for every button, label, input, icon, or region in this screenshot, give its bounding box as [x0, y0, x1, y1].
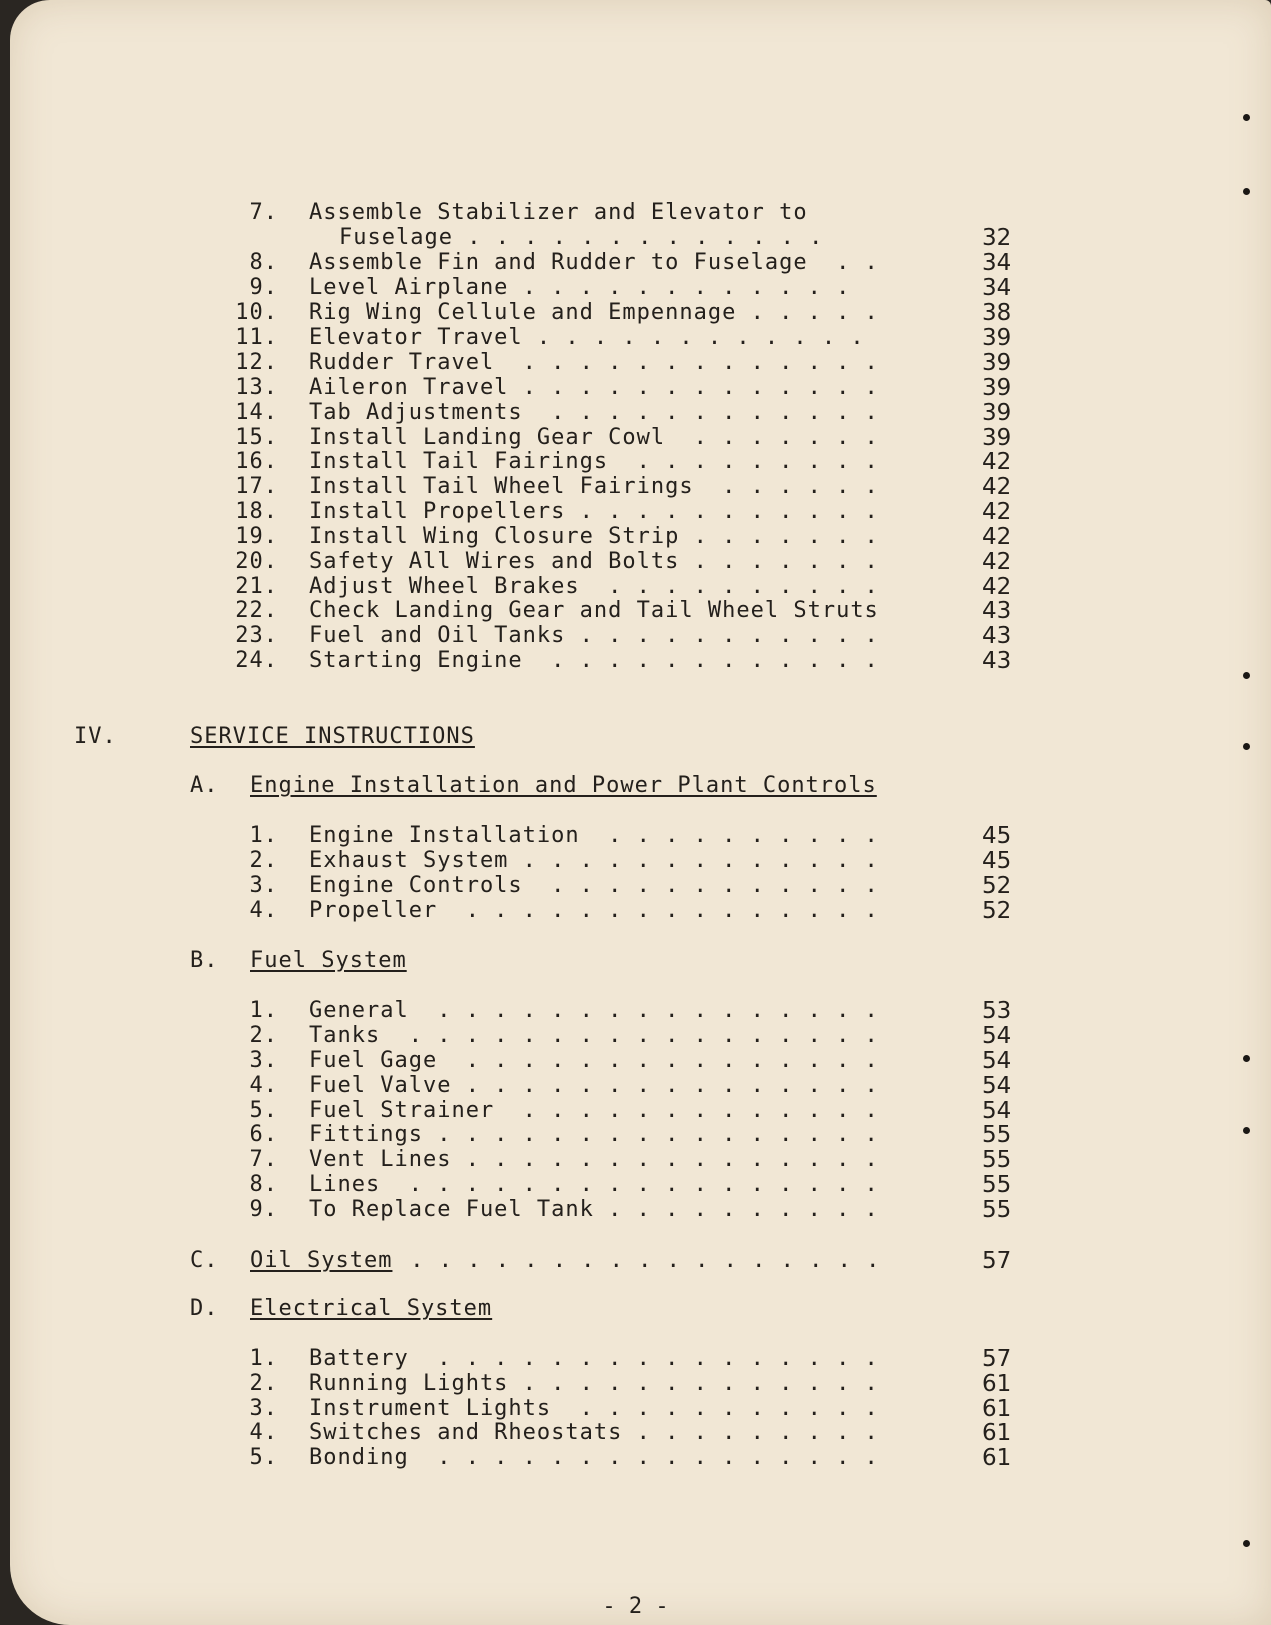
- toc-item-number: 19.: [235, 524, 278, 549]
- toc-item-page: 57: [982, 1248, 1012, 1274]
- toc-item-page: 39: [982, 400, 1012, 426]
- toc-item-title: Tanks . . . . . . . . . . . . . . . . .: [309, 1023, 879, 1048]
- subsection-title: Oil System: [250, 1248, 393, 1273]
- toc-item-number: 11.: [235, 325, 278, 350]
- toc-item-title: Starting Engine . . . . . . . . . . . .: [309, 648, 879, 673]
- toc-item-page: 42: [982, 449, 1012, 475]
- toc-item-title: Exhaust System . . . . . . . . . . . . .: [309, 848, 879, 873]
- toc-item-page: 42: [982, 499, 1012, 525]
- leader-dots: . . . . . . . . . . . . . . . . .: [396, 1248, 881, 1273]
- toc-item-title: General . . . . . . . . . . . . . . . .: [309, 998, 879, 1023]
- toc-item-page: 61: [982, 1445, 1012, 1471]
- toc-item-page: 52: [982, 873, 1012, 899]
- toc-item-title: Aileron Travel . . . . . . . . . . . . .: [309, 375, 879, 400]
- toc-item-number: 20.: [235, 549, 278, 574]
- toc-item-title: Bonding . . . . . . . . . . . . . . . .: [309, 1445, 879, 1470]
- subsection-title: Engine Installation and Power Plant Controls: [250, 773, 877, 798]
- toc-item-page: 53: [982, 998, 1012, 1024]
- toc-item-title: Elevator Travel . . . . . . . . . . . .: [309, 325, 865, 350]
- toc-item-page: 55: [982, 1172, 1012, 1198]
- section-number: IV.: [74, 724, 117, 749]
- toc-item-number: 1.: [249, 1346, 278, 1371]
- toc-item-number: 5.: [249, 1445, 278, 1470]
- toc-item-number: 3.: [249, 873, 278, 898]
- toc-item-page: 43: [982, 598, 1012, 624]
- toc-item-number: 1.: [249, 823, 278, 848]
- toc-item-title: Fuel Gage . . . . . . . . . . . . . . .: [309, 1048, 879, 1073]
- toc-item-number: 24.: [235, 648, 278, 673]
- toc-item-title: Engine Controls . . . . . . . . . . . .: [309, 873, 879, 898]
- toc-item-title: To Replace Fuel Tank . . . . . . . . . .: [309, 1197, 879, 1222]
- toc-item-number: 8.: [249, 250, 278, 275]
- toc-item-page: 34: [982, 250, 1012, 276]
- toc-item-page: 54: [982, 1048, 1012, 1074]
- toc-item-number: 13.: [235, 375, 278, 400]
- toc-item-number: 3.: [249, 1048, 278, 1073]
- toc-item-number: 6.: [249, 1122, 278, 1147]
- subsection-letter: A.: [190, 773, 219, 798]
- toc-item-page: 43: [982, 623, 1012, 649]
- subsection-letter: D.: [190, 1296, 219, 1321]
- toc-item-title: Assemble Fin and Rudder to Fuselage . .: [309, 250, 879, 275]
- binder-hole-mark: [1243, 1055, 1250, 1062]
- subsection-title: Fuel System: [250, 948, 407, 973]
- toc-item-title: Install Landing Gear Cowl . . . . . . .: [309, 425, 879, 450]
- toc-item-page: 61: [982, 1371, 1012, 1397]
- toc-item-page: 42: [982, 474, 1012, 500]
- toc-item-page: 57: [982, 1346, 1012, 1372]
- toc-item-title-continued: Fuselage . . . . . . . . . . . . .: [339, 225, 824, 250]
- toc-item-number: 14.: [235, 400, 278, 425]
- toc-item-title: Tab Adjustments . . . . . . . . . . . .: [309, 400, 879, 425]
- toc-item-page: 34: [982, 275, 1012, 301]
- toc-item-number: 17.: [235, 474, 278, 499]
- toc-item-number: 12.: [235, 350, 278, 375]
- toc-item-number: 15.: [235, 425, 278, 450]
- toc-item-page: 45: [982, 848, 1012, 874]
- toc-item-title: Fuel and Oil Tanks . . . . . . . . . . .: [309, 623, 879, 648]
- toc-item-number: 21.: [235, 574, 278, 599]
- toc-item-page: 54: [982, 1098, 1012, 1124]
- toc-item-page: 42: [982, 524, 1012, 550]
- toc-item-title: Install Wing Closure Strip . . . . . . .: [309, 524, 879, 549]
- toc-item-title: Adjust Wheel Brakes . . . . . . . . . .: [309, 574, 879, 599]
- section-title: SERVICE INSTRUCTIONS: [190, 724, 475, 749]
- binder-hole-mark: [1243, 188, 1250, 195]
- toc-item-title: Install Tail Wheel Fairings . . . . . .: [309, 474, 879, 499]
- toc-item-number: 16.: [235, 449, 278, 474]
- toc-item-page: 54: [982, 1023, 1012, 1049]
- binder-hole-mark: [1243, 114, 1250, 121]
- toc-item-page: 45: [982, 823, 1012, 849]
- toc-item-page: 39: [982, 375, 1012, 401]
- binder-hole-mark: [1243, 1540, 1250, 1547]
- toc-item-page: 39: [982, 325, 1012, 351]
- toc-item-number: 2.: [249, 848, 278, 873]
- toc-item-title: Level Airplane . . . . . . . . . . . .: [309, 275, 851, 300]
- toc-item-number: 9.: [249, 1197, 278, 1222]
- toc-item-number: 9.: [249, 275, 278, 300]
- toc-item-number: 18.: [235, 499, 278, 524]
- toc-item-title: Propeller . . . . . . . . . . . . . . .: [309, 898, 879, 923]
- toc-item-title: Check Landing Gear and Tail Wheel Struts: [309, 598, 879, 623]
- toc-item-number: 7.: [249, 1147, 278, 1172]
- toc-item-number: 7.: [249, 200, 278, 225]
- toc-item-page: 39: [982, 350, 1012, 376]
- toc-item-page: 43: [982, 648, 1012, 674]
- toc-item-number: 2.: [249, 1023, 278, 1048]
- toc-item-title: Assemble Stabilizer and Elevator to: [309, 200, 808, 225]
- toc-item-page: 61: [982, 1396, 1012, 1422]
- subsection-letter: B.: [190, 948, 219, 973]
- toc-item-number: 4.: [249, 1420, 278, 1445]
- toc-item-title: Running Lights . . . . . . . . . . . . .: [309, 1371, 879, 1396]
- binder-hole-mark: [1243, 1127, 1250, 1134]
- toc-item-title: Safety All Wires and Bolts . . . . . . .: [309, 549, 879, 574]
- toc-item-number: 8.: [249, 1172, 278, 1197]
- toc-item-title: Fuel Strainer . . . . . . . . . . . . .: [309, 1098, 879, 1123]
- page-number-footer: - 2 -: [602, 1594, 669, 1619]
- toc-item-page: 55: [982, 1147, 1012, 1173]
- toc-item-page: 38: [982, 300, 1012, 326]
- toc-item-title: Fuel Valve . . . . . . . . . . . . . . .: [309, 1073, 879, 1098]
- binder-hole-mark: [1243, 743, 1250, 750]
- toc-item-page: 42: [982, 574, 1012, 600]
- toc-item-page: 52: [982, 898, 1012, 924]
- toc-item-page: 32: [982, 225, 1012, 251]
- toc-item-page: 42: [982, 549, 1012, 575]
- toc-item-title: Install Tail Fairings . . . . . . . . .: [309, 449, 879, 474]
- toc-item-number: 1.: [249, 998, 278, 1023]
- toc-item-page: 55: [982, 1197, 1012, 1223]
- toc-item-number: 4.: [249, 1073, 278, 1098]
- toc-item-title: Switches and Rheostats . . . . . . . . .: [309, 1420, 879, 1445]
- toc-item-title: Lines . . . . . . . . . . . . . . . . .: [309, 1172, 879, 1197]
- toc-item-number: 5.: [249, 1098, 278, 1123]
- toc-item-title: Engine Installation . . . . . . . . . .: [309, 823, 879, 848]
- toc-item-title: Fittings . . . . . . . . . . . . . . . .: [309, 1122, 879, 1147]
- toc-item-title: Rudder Travel . . . . . . . . . . . . .: [309, 350, 879, 375]
- toc-item-page: 61: [982, 1420, 1012, 1446]
- toc-item-number: 3.: [249, 1396, 278, 1421]
- toc-item-page: 55: [982, 1122, 1012, 1148]
- subsection-letter: C.: [190, 1248, 219, 1273]
- binder-hole-mark: [1243, 672, 1250, 679]
- subsection-title: Electrical System: [250, 1296, 493, 1321]
- toc-item-title: Battery . . . . . . . . . . . . . . . .: [309, 1346, 879, 1371]
- toc-item-number: 4.: [249, 898, 278, 923]
- toc-item-number: 22.: [235, 598, 278, 623]
- toc-item-number: 10.: [235, 300, 278, 325]
- toc-item-title: Vent Lines . . . . . . . . . . . . . . .: [309, 1147, 879, 1172]
- toc-item-title: Instrument Lights . . . . . . . . . . .: [309, 1396, 879, 1421]
- toc-item-title: Rig Wing Cellule and Empennage . . . . .: [309, 300, 879, 325]
- toc-item-title: Install Propellers . . . . . . . . . . .: [309, 499, 879, 524]
- toc-item-number: 23.: [235, 623, 278, 648]
- toc-item-number: 2.: [249, 1371, 278, 1396]
- toc-item-page: 54: [982, 1073, 1012, 1099]
- toc-item-page: 39: [982, 425, 1012, 451]
